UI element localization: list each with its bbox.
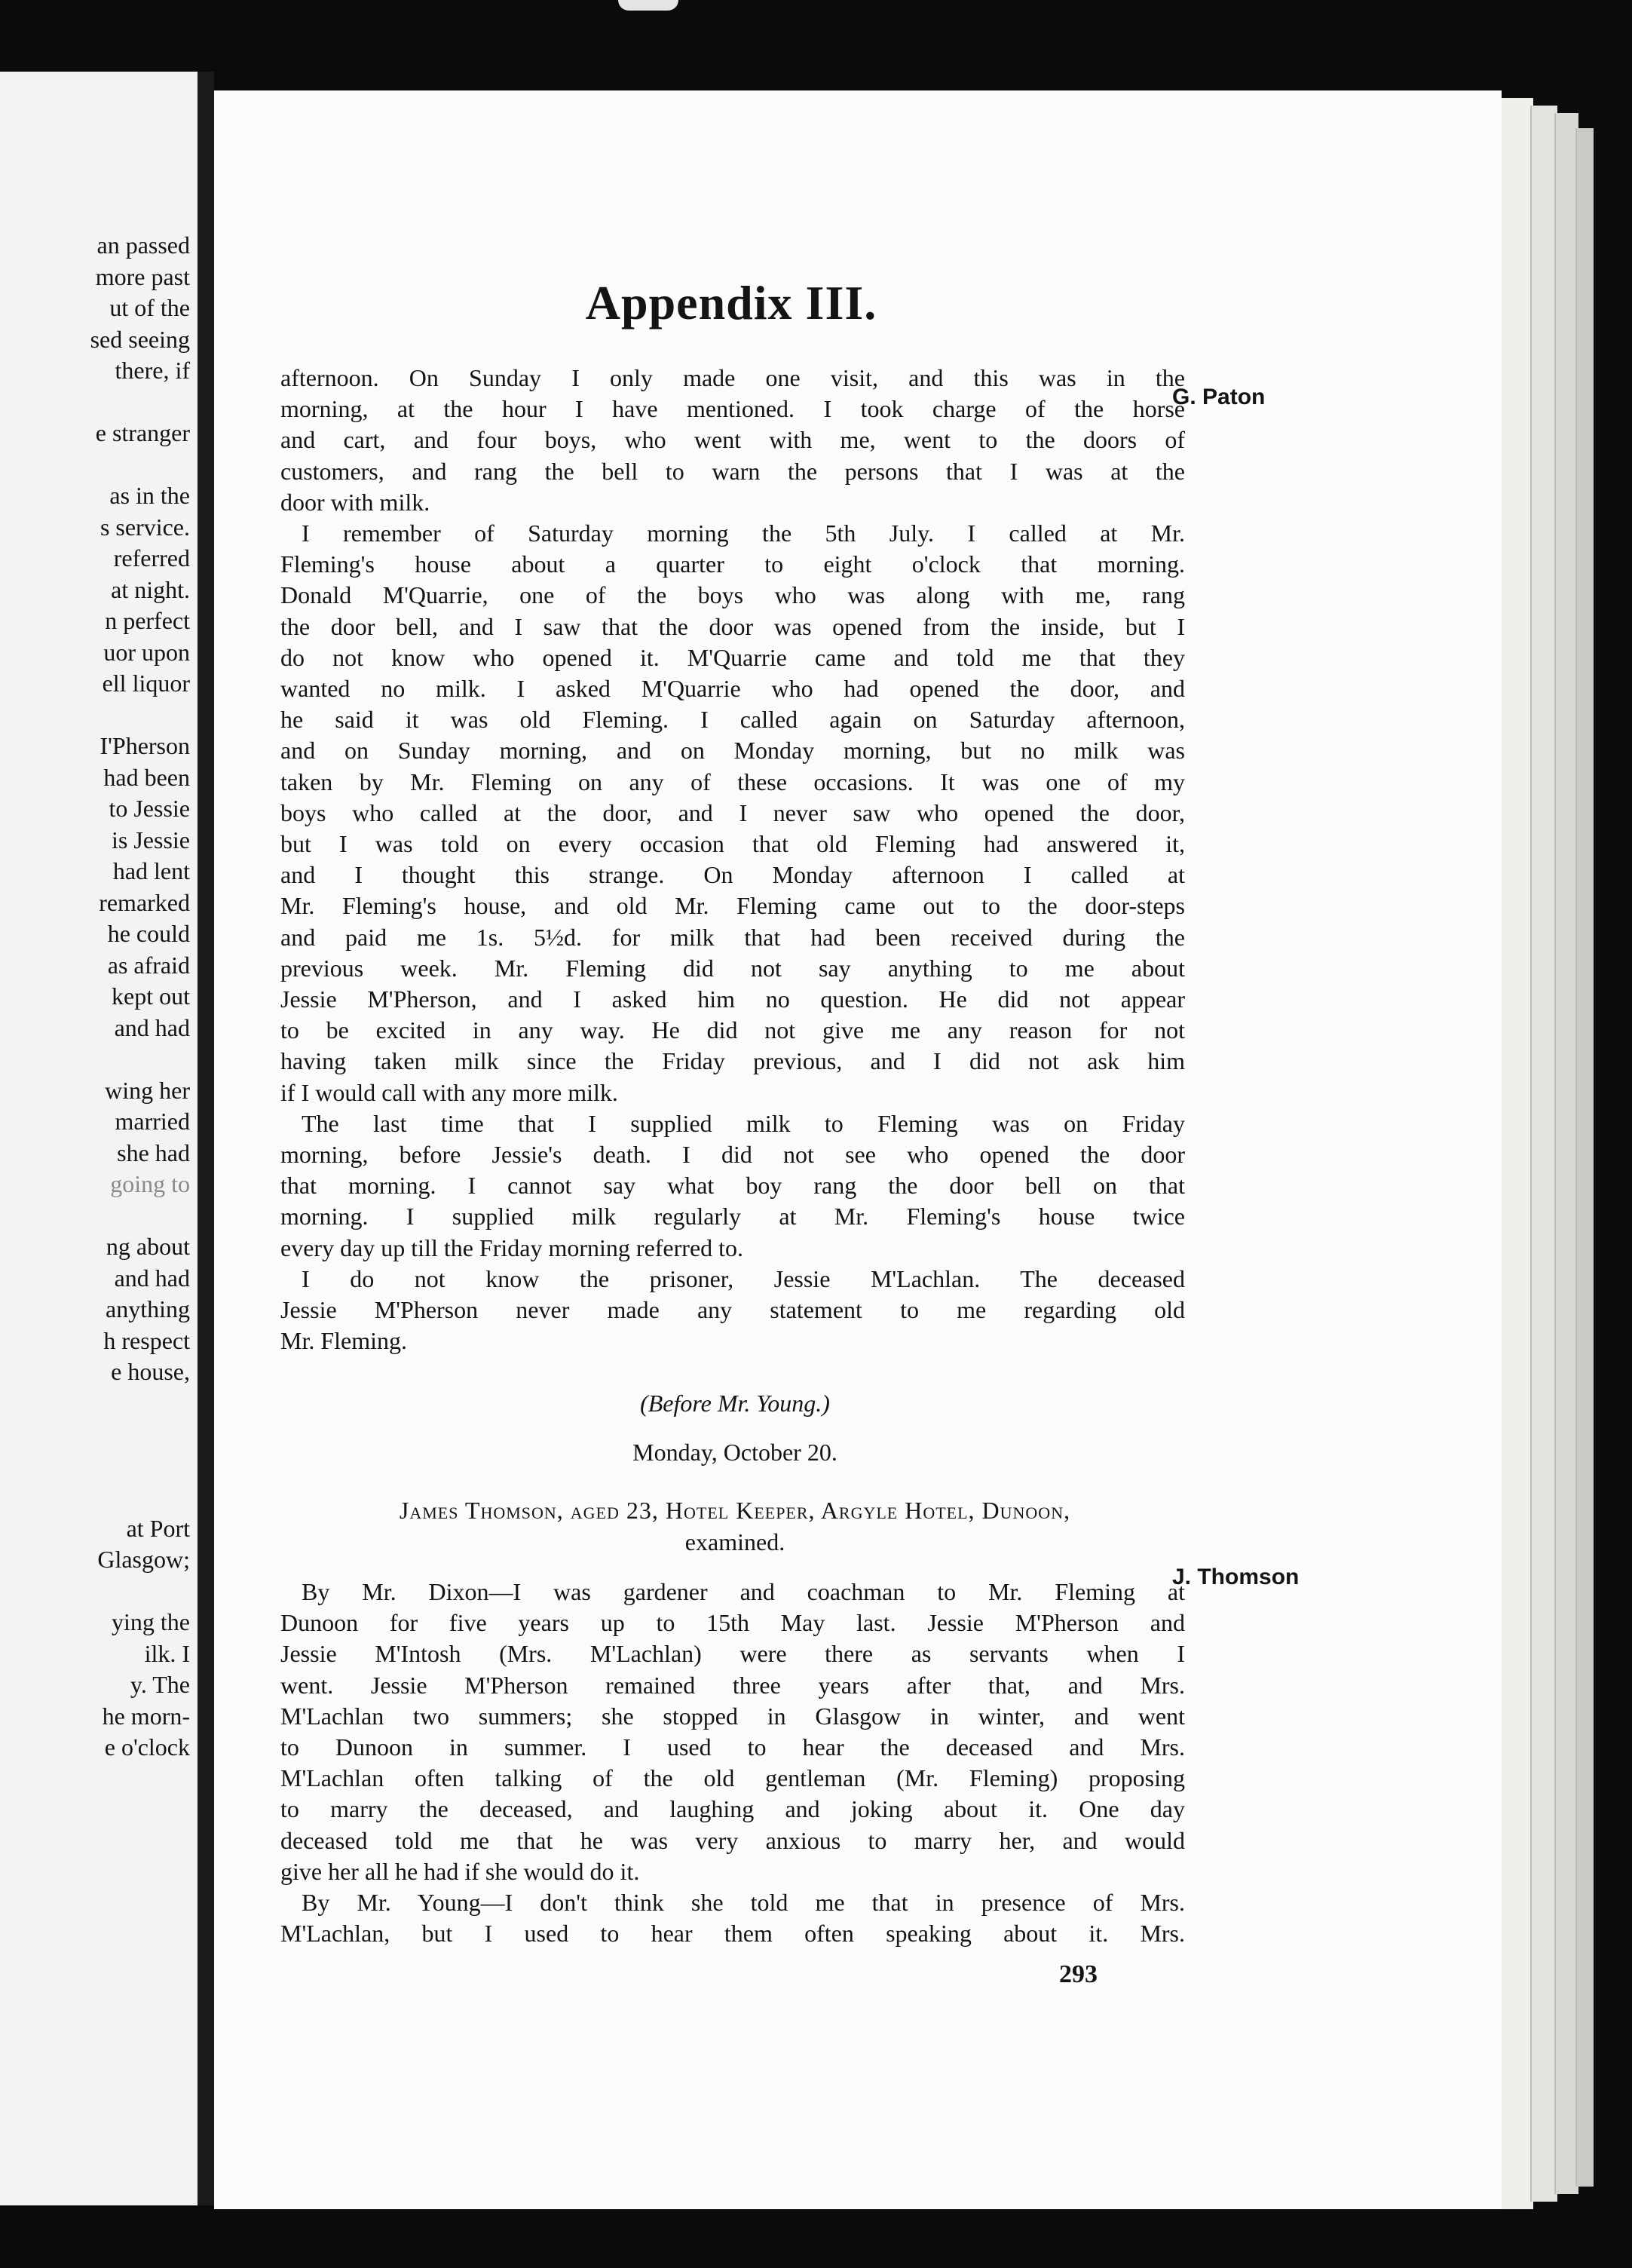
left-page-line: as afraid bbox=[107, 951, 190, 979]
text-line: to marry the deceased, and laughing and joking about it. One day bbox=[280, 1795, 1185, 1823]
page-title: Appendix III. bbox=[585, 276, 877, 329]
left-page-line: ying the bbox=[112, 1608, 190, 1635]
left-page-line: ilk. I bbox=[144, 1639, 190, 1667]
text-line: morning, at the hour I have mentioned. I took charge of the horse bbox=[280, 395, 1185, 423]
text-line: and on Sunday morning, and on Monday morning, but no milk was bbox=[280, 737, 1185, 765]
text-line: taken by Mr. Fleming on any of these occasions. It was one of my bbox=[280, 768, 1185, 795]
left-page-line: he could bbox=[107, 920, 190, 947]
text-line: door with milk. bbox=[280, 488, 430, 516]
left-page-line: e o'clock bbox=[104, 1733, 190, 1761]
text-line: By Mr. Young—I don't think she told me that in presence of Mrs. bbox=[302, 1889, 1185, 1916]
text-line: The last time that I supplied milk to Fleming was on Friday bbox=[302, 1109, 1185, 1137]
left-page-line: there, if bbox=[115, 357, 190, 384]
before-line: (Before Mr. Young.) bbox=[640, 1390, 830, 1417]
text-line: M'Lachlan two summers; she stopped in Glasgow in winter, and went bbox=[280, 1702, 1185, 1730]
left-page-line: more past bbox=[95, 262, 190, 290]
text-line: By Mr. Dixon—I was gardener and coachman to Mr. Fleming at bbox=[302, 1578, 1185, 1605]
text-line: if I would call with any more milk. bbox=[280, 1078, 618, 1106]
text-line: but I was told on every occasion that old Fleming had answered it, bbox=[280, 830, 1185, 857]
left-page-line: s service. bbox=[100, 513, 190, 541]
book-gutter bbox=[197, 72, 214, 2205]
margin-speaker-thomson: J. Thomson bbox=[1172, 1565, 1300, 1589]
text-line: Jessie M'Pherson never made any statement to me regarding old bbox=[280, 1296, 1185, 1323]
left-page-line: Glasgow; bbox=[97, 1546, 190, 1573]
text-line: I do not know the prisoner, Jessie M'Lachlan. The deceased bbox=[302, 1264, 1185, 1292]
left-page-line: had been bbox=[103, 763, 190, 791]
left-page-line: she had bbox=[117, 1139, 190, 1166]
text-line: every day up till the Friday morning referred to. bbox=[280, 1234, 744, 1261]
left-page-line: at night. bbox=[111, 575, 190, 603]
text-line: customers, and rang the bell to warn the persons that I was at the bbox=[280, 457, 1185, 485]
text-line: Jessie M'Pherson, and I asked him no question. He did not appear bbox=[280, 985, 1185, 1013]
left-page-line: e house, bbox=[111, 1358, 190, 1385]
page-edge bbox=[1530, 106, 1557, 2202]
left-page-line: ell liquor bbox=[102, 670, 190, 697]
left-page-line: uor upon bbox=[103, 638, 190, 666]
date-line: Monday, October 20. bbox=[632, 1439, 837, 1466]
text-line: do not know who opened it. M'Quarrie came and told me that they bbox=[280, 643, 1185, 671]
left-page-line: is Jessie bbox=[112, 826, 190, 854]
text-line: and I thought this strange. On Monday afternoon I called at bbox=[280, 861, 1185, 889]
left-page-line: as in the bbox=[109, 482, 190, 509]
text-line: and paid me 1s. 5½d. for milk that had been received during the bbox=[280, 923, 1185, 951]
text-line: he said it was old Fleming. I called again on Saturday afternoon, bbox=[280, 706, 1185, 734]
text-line: afternoon. On Sunday I only made one visit, and this was in the bbox=[280, 364, 1185, 391]
left-page-line: remarked bbox=[99, 888, 190, 916]
left-page-line: had lent bbox=[112, 857, 190, 884]
witness-heading-examined: examined. bbox=[684, 1528, 785, 1555]
text-line: M'Lachlan, but I used to hear them often speaking about it. Mrs. bbox=[280, 1920, 1185, 1948]
left-page-line: at Port bbox=[126, 1514, 190, 1542]
text-line: Jessie M'Intosh (Mrs. M'Lachlan) were there as servants when I bbox=[280, 1640, 1185, 1668]
text-line: morning, before Jessie's death. I did not see who opened the door bbox=[280, 1141, 1185, 1168]
left-page-line: and had bbox=[114, 1264, 190, 1292]
text-line: went. Jessie M'Pherson remained three years after that, and Mrs. bbox=[280, 1671, 1185, 1699]
witness-heading: James Thomson, aged 23, Hotel Keeper, Argyle Hotel, Dunoon, bbox=[399, 1497, 1071, 1524]
left-page-line: wing her bbox=[105, 1076, 190, 1104]
text-line: to be excited in any way. He did not give me any reason for not bbox=[280, 1016, 1185, 1044]
left-page-line: kept out bbox=[112, 982, 190, 1010]
text-line: morning. I supplied milk regularly at Mr. Fleming's house twice bbox=[280, 1203, 1185, 1231]
left-page-line: an passed bbox=[96, 231, 190, 259]
text-line: that morning. I cannot say what boy rang the door bell on that bbox=[280, 1172, 1185, 1200]
left-page-line: sed seeing bbox=[90, 325, 190, 353]
left-page-line: to Jessie bbox=[109, 795, 190, 822]
text-line: having taken milk since the Friday previous, and I did not ask him bbox=[280, 1047, 1185, 1075]
text-line: Mr. Fleming's house, and old Mr. Fleming came out to the door-steps bbox=[280, 892, 1185, 920]
text-line: I remember of Saturday morning the 5th July. I called at Mr. bbox=[302, 519, 1185, 547]
left-page-line: h respect bbox=[103, 1326, 190, 1354]
text-line: Dunoon for five years up to 15th May last. Jessie M'Pherson and bbox=[280, 1609, 1185, 1637]
text-line: Donald M'Quarrie, one of the boys who was along with me, rang bbox=[280, 581, 1185, 609]
text-line: previous week. Mr. Fleming did not say anything to me about bbox=[280, 954, 1185, 982]
left-page-line: and had bbox=[114, 1013, 190, 1041]
left-page-line: e stranger bbox=[95, 419, 190, 446]
left-page-line: I'Pherson bbox=[100, 732, 190, 759]
text-line: Fleming's house about a quarter to eight o'clock that morning. bbox=[280, 550, 1185, 578]
left-page-line: he morn- bbox=[102, 1702, 190, 1730]
text-line: Mr. Fleming. bbox=[280, 1327, 408, 1355]
left-page-line: going to bbox=[110, 1170, 190, 1197]
top-binding-mark bbox=[618, 0, 678, 11]
left-page-line: ng about bbox=[106, 1233, 190, 1260]
left-page-line: married bbox=[115, 1108, 190, 1135]
left-page-line: referred bbox=[113, 544, 190, 572]
text-line: wanted no milk. I asked M'Quarrie who had opened the door, and bbox=[280, 675, 1185, 702]
text-line: M'Lachlan often talking of the old gentleman (Mr. Fleming) proposing bbox=[280, 1764, 1185, 1792]
left-page-line: n perfect bbox=[105, 607, 190, 634]
text-line: give her all he had if she would do it. bbox=[280, 1857, 640, 1885]
margin-speaker-paton: G. Paton bbox=[1172, 385, 1266, 409]
text-line: to Dunoon in summer. I used to hear the deceased and Mrs. bbox=[280, 1733, 1185, 1761]
page-edge bbox=[1575, 128, 1594, 2187]
left-page-line: anything bbox=[106, 1295, 190, 1322]
left-page-line: y. The bbox=[130, 1671, 190, 1698]
page-number: 293 bbox=[1059, 1960, 1098, 1988]
text-line: the door bell, and I saw that the door was opened from the inside, but I bbox=[280, 612, 1185, 640]
left-page-line: ut of the bbox=[109, 294, 190, 321]
text-line: and cart, and four boys, who went with me, went to the doors of bbox=[280, 426, 1185, 454]
page-edge bbox=[1500, 98, 1533, 2209]
left-facing-page bbox=[0, 72, 199, 2205]
text-line: deceased told me that he was very anxious to marry her, and would bbox=[280, 1826, 1185, 1854]
text-line: boys who called at the door, and I never saw who opened the door, bbox=[280, 798, 1185, 826]
